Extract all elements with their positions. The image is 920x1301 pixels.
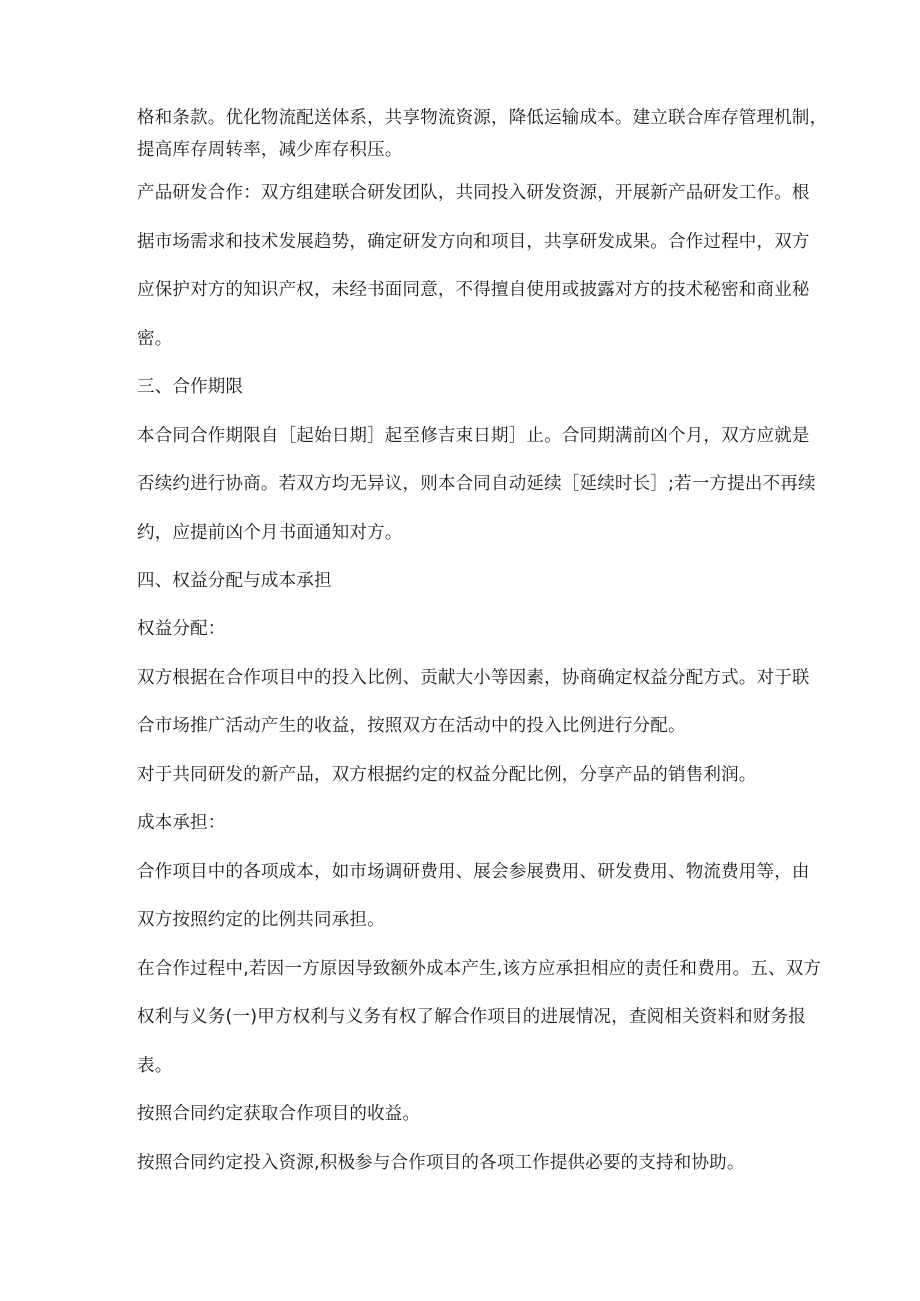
text-line: 双方按照约定的比例共同承担。	[137, 910, 385, 930]
subheading: 权益分配：	[137, 619, 226, 639]
text-line: 约，应提前凶个月书面通知对方。	[137, 523, 403, 543]
text-line: 产品研发合作：双方组建联合研发团队，共同投入研发资源，开展新产品研发工作。根	[137, 183, 810, 203]
text-line: 在合作过程中,若因一方原因导致额外成本产生,该方应承担相应的责任和费用。五、双方	[137, 959, 822, 979]
text-line: 否续约进行协商。若双方均无异议，则本合同自动延续［延续时长］;若一方提出不再续	[137, 474, 816, 494]
text-line: 对于共同研发的新产品，双方根据约定的权益分配比例，分享产品的销售利润。	[137, 765, 757, 785]
text-line: 权利与义务(一)甲方权利与义务有权了解合作项目的进展情况，查阅相关资料和财务报	[137, 1007, 806, 1027]
text-line: 表。	[137, 1056, 173, 1076]
text-line: 密。	[137, 329, 173, 349]
text-line: 按照合同约定投入资源,积极参与合作项目的各项工作提供必要的支持和协助。	[137, 1153, 745, 1173]
text-line: 据市场需求和技术发展趋势，确定研发方向和项目，共享研发成果。合作过程中，双方	[137, 232, 810, 252]
text-line: 合市场推广活动产生的收益，按照双方在活动中的投入比例进行分配。	[137, 716, 686, 736]
text-line: 合作项目中的各项成本，如市场调研费用、展会参展费用、研发费用、物流费用等，由	[137, 862, 810, 882]
text-line: 本合同合作期限自［起始日期］起至修吉束日期］止。合同期满前凶个月，双方应就是	[137, 426, 810, 446]
text-line: 按照合同约定获取合作项目的收益。	[137, 1104, 421, 1124]
section-heading: 三、合作期限	[137, 377, 244, 397]
text-line: 双方根据在合作项目中的投入比例、贡献大小等因素，协商确定权益分配方式。对于联	[137, 668, 810, 688]
text-line: 提高库存周转率，减少库存积压。	[137, 140, 403, 160]
text-line: 格和条款。优化物流配送体系，共享物流资源，降低运输成本。建立联合库存管理机制，	[137, 108, 828, 128]
section-heading: 四、权益分配与成本承担	[137, 571, 332, 591]
subheading: 成本承担：	[137, 813, 226, 833]
text-line: 应保护对方的知识产权，未经书面同意，不得擅自使用或披露对方的技术秘密和商业秘	[137, 280, 810, 300]
